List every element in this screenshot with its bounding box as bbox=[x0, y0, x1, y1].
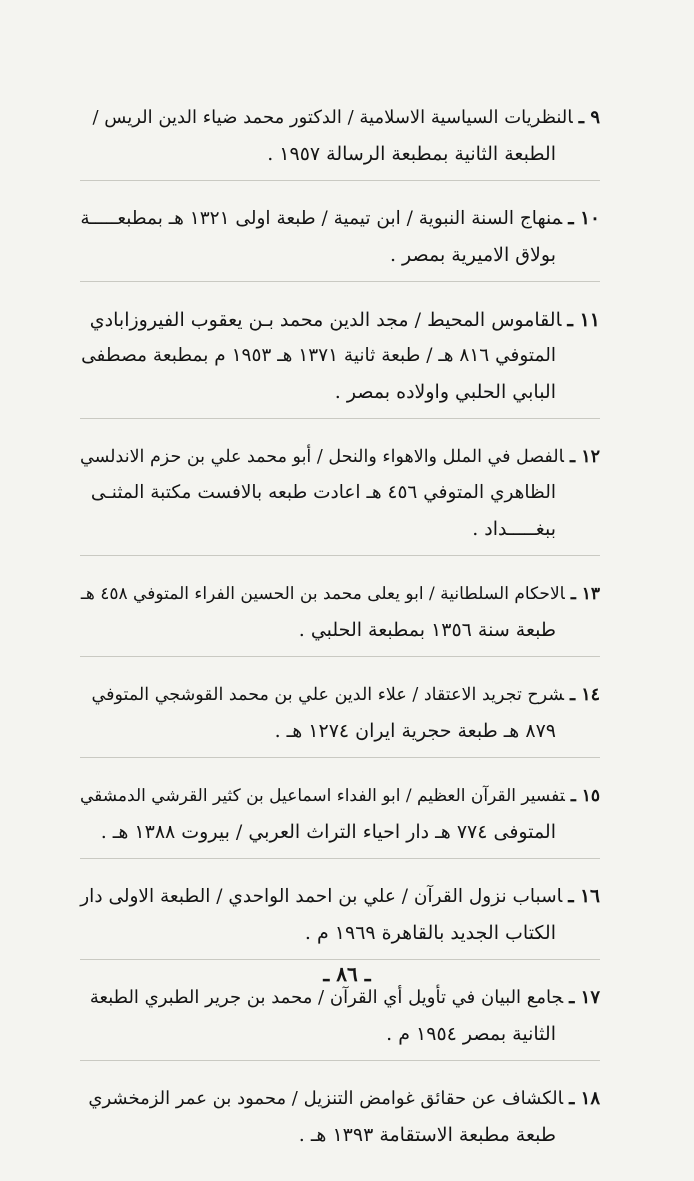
entry-first-line bbox=[80, 677, 600, 713]
bibliography-list bbox=[80, 100, 600, 1181]
entry-number: ١٥ ـ bbox=[570, 786, 600, 806]
entry-number: ١٨ ـ bbox=[569, 1088, 600, 1109]
entry-text: منهاج السنة النبوية / ابن تيمية / طبعة اولى ١٣٢١ هـ بمطبعـــــة bbox=[80, 208, 563, 229]
entry-number: ١٢ ـ bbox=[569, 447, 600, 467]
bibliography-entry bbox=[80, 879, 600, 960]
entry-continuation-line: المتوفى ٧٧٤ هـ دار احياء التراث العربي / بيروت ١٣٨٨ هـ . bbox=[100, 821, 556, 843]
entry-text: الكشاف عن حقائق غوامض التنزيل / محمود بن عمر الزمخشري bbox=[88, 1088, 564, 1109]
entry-number: ١١ ـ bbox=[567, 309, 600, 331]
bibliography-entry bbox=[80, 576, 600, 657]
bibliography-entry bbox=[80, 201, 600, 282]
bibliography-entry bbox=[80, 302, 600, 419]
entry-text: الاحكام السلطانية / ابو يعلى محمد بن الحسين الفراء المتوفي ٤٥٨ هـ bbox=[80, 584, 565, 604]
entry-continuation-line: ٨٧٩ هـ طبعة حجرية ايران ١٢٧٤ هـ . bbox=[274, 720, 556, 742]
entry-number: ١٧ ـ bbox=[569, 987, 600, 1008]
entry-text: تفسير القرآن العظيم / ابو الفداء اسماعيل بن كثير القرشي الدمشقي bbox=[80, 786, 565, 806]
entry-continuation-line: الثانية بمصر ١٩٥٤ م . bbox=[386, 1023, 556, 1045]
entry-continuation-line: الظاهري المتوفي ٤٥٦ هـ اعادت طبعه بالافست مكتبة المثنـى bbox=[90, 482, 556, 503]
entry-first-line bbox=[80, 100, 600, 136]
entry-continuation-line: الطبعة الثانية بمطبعة الرسالة ١٩٥٧ . bbox=[267, 143, 556, 165]
entry-text: شرح تجريد الاعتقاد / علاء الدين علي بن محمد القوشجي المتوفي bbox=[91, 685, 564, 705]
entry-continuation-line: البابي الحلبي واولاده بمصر . bbox=[334, 381, 556, 403]
entry-continuation-line: الكتاب الجديد بالقاهرة ١٩٦٩ م . bbox=[304, 922, 556, 944]
entry-number: ١٤ ـ bbox=[569, 685, 600, 705]
entry-text: اسباب نزول القرآن / علي بن احمد الواحدي / الطبعة الاولى دار bbox=[80, 886, 563, 907]
entry-first-line bbox=[80, 576, 600, 612]
entry-first-line bbox=[80, 302, 600, 338]
entry-continuation-line: بولاق الاميرية بمصر . bbox=[389, 244, 556, 266]
bibliography-entry bbox=[80, 1081, 600, 1161]
entry-text: جامع البيان في تأويل أي القرآن / محمد بن جرير الطبري الطبعة bbox=[89, 987, 564, 1008]
bibliography-entry bbox=[80, 778, 600, 859]
entry-continuation-line: ببغـــــداد . bbox=[472, 518, 556, 540]
bibliography-entry bbox=[80, 439, 600, 556]
entry-first-line bbox=[80, 778, 600, 814]
entry-text: القاموس المحيط / مجد الدين محمد بـن يعقوب الفيروزابادي bbox=[89, 309, 562, 331]
entry-first-line bbox=[80, 1081, 600, 1117]
entry-text: الفصل في الملل والاهواء والنحل / أبو محمد علي بن حزم الاندلسي bbox=[79, 447, 564, 467]
entry-first-line bbox=[80, 201, 600, 237]
entry-first-line bbox=[80, 439, 600, 475]
entry-first-line bbox=[80, 879, 600, 915]
bibliography-entry bbox=[80, 100, 600, 181]
bibliography-entry bbox=[80, 677, 600, 758]
entry-continuation-line: المتوفي ٨١٦ هـ / طبعة ثانية ١٣٧١ هـ ١٩٥٣ م بمطبعة مصطفى bbox=[81, 345, 556, 366]
entry-number: ١٦ ـ bbox=[568, 886, 600, 907]
entry-text: النظريات السياسية الاسلامية / الدكتور محمد ضياء الدين الريس / bbox=[92, 107, 573, 128]
entry-number: ١٣ ـ bbox=[570, 584, 600, 604]
entry-number: ١٠ ـ bbox=[568, 208, 600, 229]
bibliography-entry bbox=[80, 980, 600, 1061]
entry-continuation-line: طبعة مطبعة الاستقامة ١٣٩٣ هـ . bbox=[298, 1124, 556, 1146]
entry-continuation-line: طبعة سنة ١٣٥٦ بمطبعة الحلبي . bbox=[298, 619, 556, 641]
entry-number: ٩ ـ bbox=[578, 107, 600, 128]
page-number: ـ ٨٦ ـ bbox=[323, 962, 371, 986]
